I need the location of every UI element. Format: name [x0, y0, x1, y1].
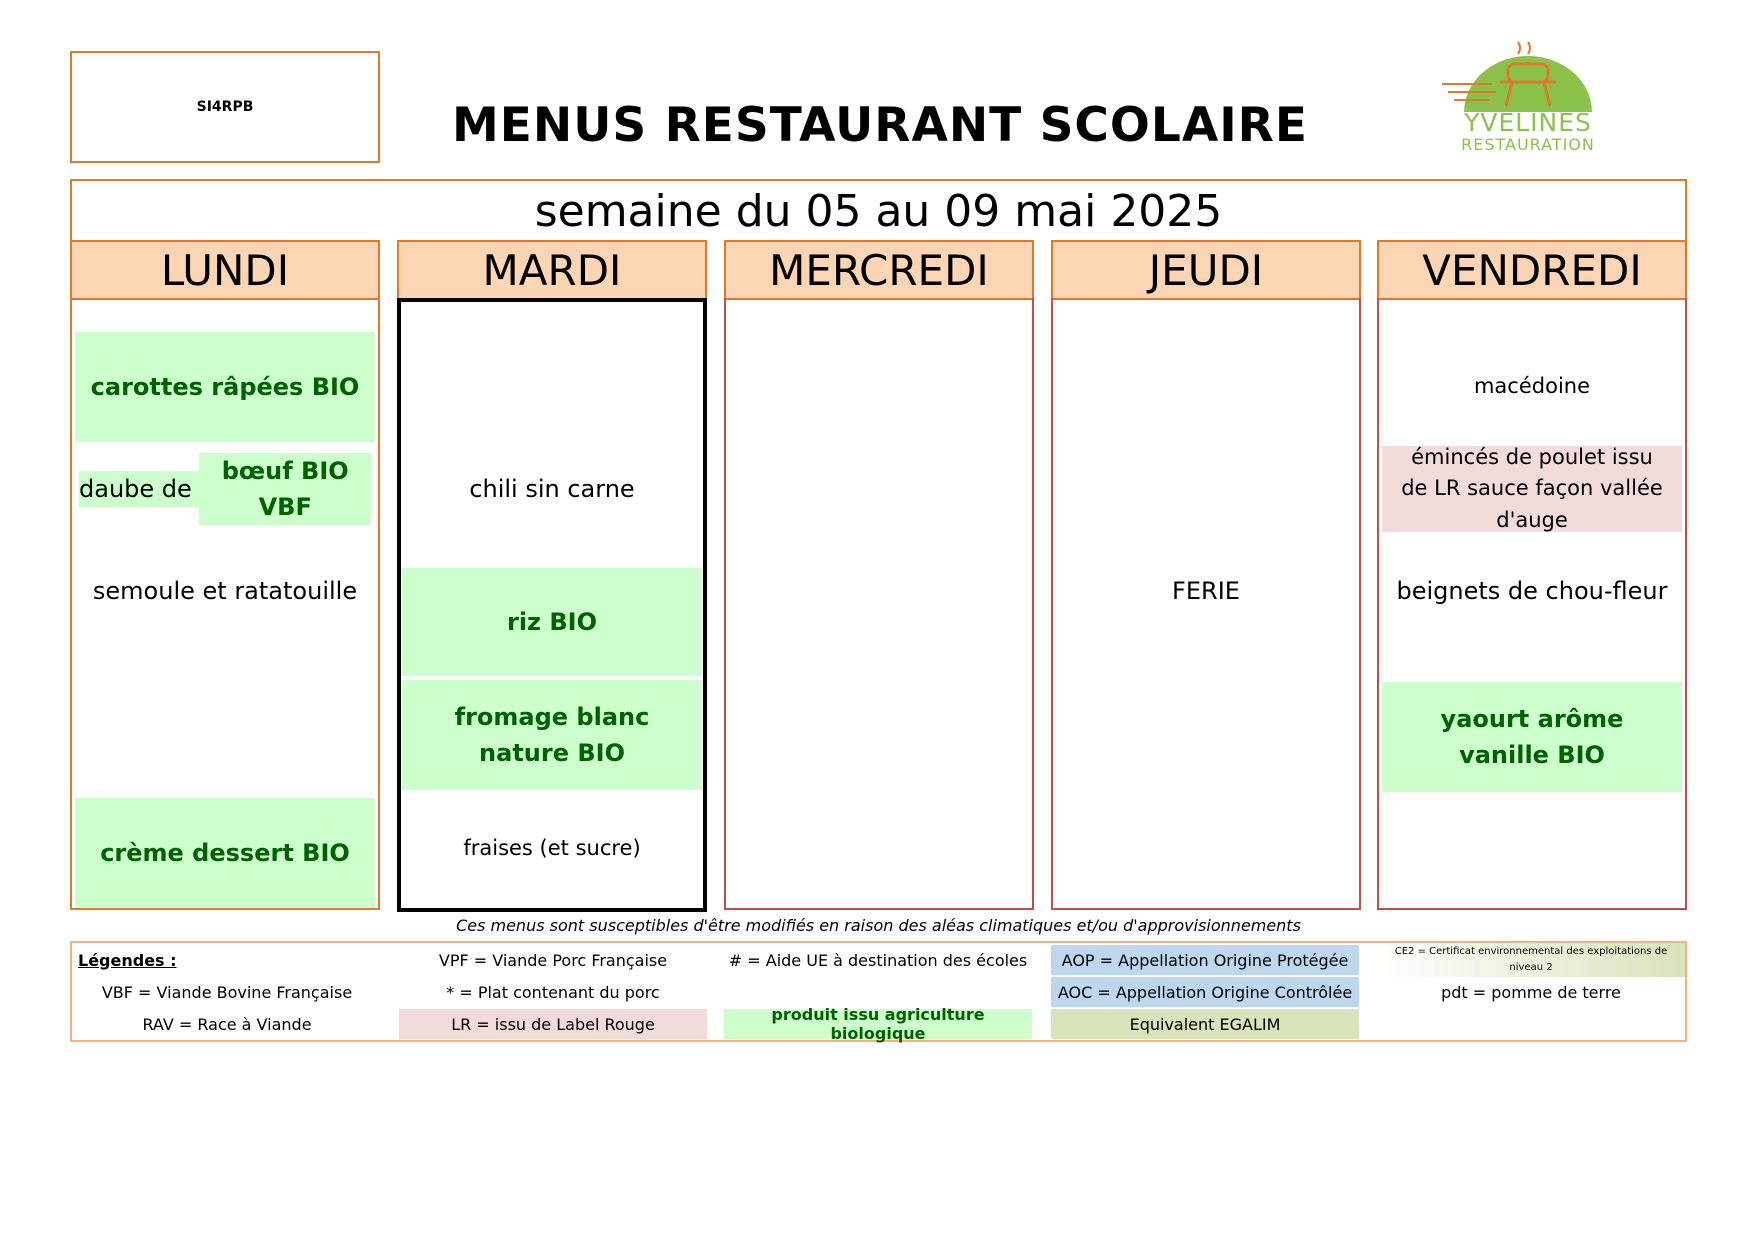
day-header-vendredi: VENDREDI	[1377, 240, 1687, 300]
establishment-code	[70, 51, 380, 163]
legend-box	[70, 941, 1687, 1042]
legend-vbf: VBF = Viande Bovine Française	[101, 982, 353, 1002]
legend-rav: RAV = Race à Viande	[142, 1014, 312, 1034]
day-body-mardi	[397, 298, 707, 910]
day-body-mercredi	[724, 298, 1034, 910]
menu-item: riz BIO	[402, 568, 702, 676]
disclaimer: Ces menus sont susceptibles d'être modifiés en raison des aléas climatiques et/ou d'approvisionnements	[456, 916, 1301, 935]
menu-item-bio-part: bœuf BIO VBF	[199, 453, 371, 525]
page-title: MENUS RESTAURANT SCOLAIRE	[452, 98, 1308, 153]
day-column-vendredi	[1377, 240, 1687, 910]
menu-item: yaourt arôme vanille BIO	[1382, 682, 1682, 792]
establishment-code-text: SI4RPB	[196, 99, 254, 115]
legend-vpf: VPF = Viande Porc Française	[438, 950, 668, 970]
week-heading-text: semaine du 05 au 09 mai 2025	[534, 185, 1223, 237]
menu-item-prefix: daube de	[79, 471, 199, 507]
legend-aide-ue: # = Aide UE à destination des écoles	[728, 950, 1028, 970]
legend-aop: AOP = Appellation Origine Protégée	[1051, 945, 1359, 975]
day-column-mercredi	[724, 240, 1034, 910]
day-column-mardi	[397, 240, 707, 910]
menu-item: émincés de poulet issu de LR sauce façon vallée d'auge	[1382, 446, 1682, 532]
menu-item: semoule et ratatouille	[92, 577, 358, 605]
legend-ce2: CE2 = Certificat environnemental des exploitations de niveau 2	[1377, 943, 1685, 977]
day-column-jeudi	[1051, 240, 1361, 910]
day-header-lundi: LUNDI	[70, 240, 380, 300]
legend-egalim: Equivalent EGALIM	[1051, 1009, 1359, 1039]
logo-text-yvelines: YVELINES	[1464, 108, 1592, 137]
menu-item: carottes râpées BIO	[75, 332, 375, 442]
menu-item: crème dessert BIO	[75, 798, 375, 908]
legend-aoc: AOC = Appellation Origine Contrôlée	[1051, 977, 1359, 1007]
legend-title: Légendes :	[78, 950, 177, 970]
day-body-lundi	[70, 298, 380, 910]
logo-text-restauration: RESTAURATION	[1461, 135, 1595, 154]
day-body-vendredi	[1377, 298, 1687, 910]
legend-porc: * = Plat contenant du porc	[446, 982, 660, 1002]
menu-item: FERIE	[1172, 577, 1240, 605]
menu-item: fraises (et sucre)	[463, 836, 641, 861]
day-header-mercredi: MERCREDI	[724, 240, 1034, 300]
menu-item: fromage blanc nature BIO	[402, 680, 702, 790]
legend-bio: produit issu agriculture biologique	[724, 1009, 1032, 1039]
day-header-jeudi: JEUDI	[1051, 240, 1361, 300]
menu-item	[75, 446, 375, 532]
menu-item: beignets de chou-fleur	[1396, 577, 1668, 605]
day-body-jeudi	[1051, 298, 1361, 910]
legend-label-rouge: LR = issu de Label Rouge	[399, 1009, 707, 1039]
day-column-lundi	[70, 240, 380, 910]
week-heading	[70, 179, 1687, 241]
menu-item: chili sin carne	[469, 475, 635, 503]
menu-item: macédoine	[1473, 374, 1591, 399]
legend-pdt: pdt = pomme de terre	[1441, 982, 1621, 1002]
day-header-mardi: MARDI	[397, 240, 707, 300]
